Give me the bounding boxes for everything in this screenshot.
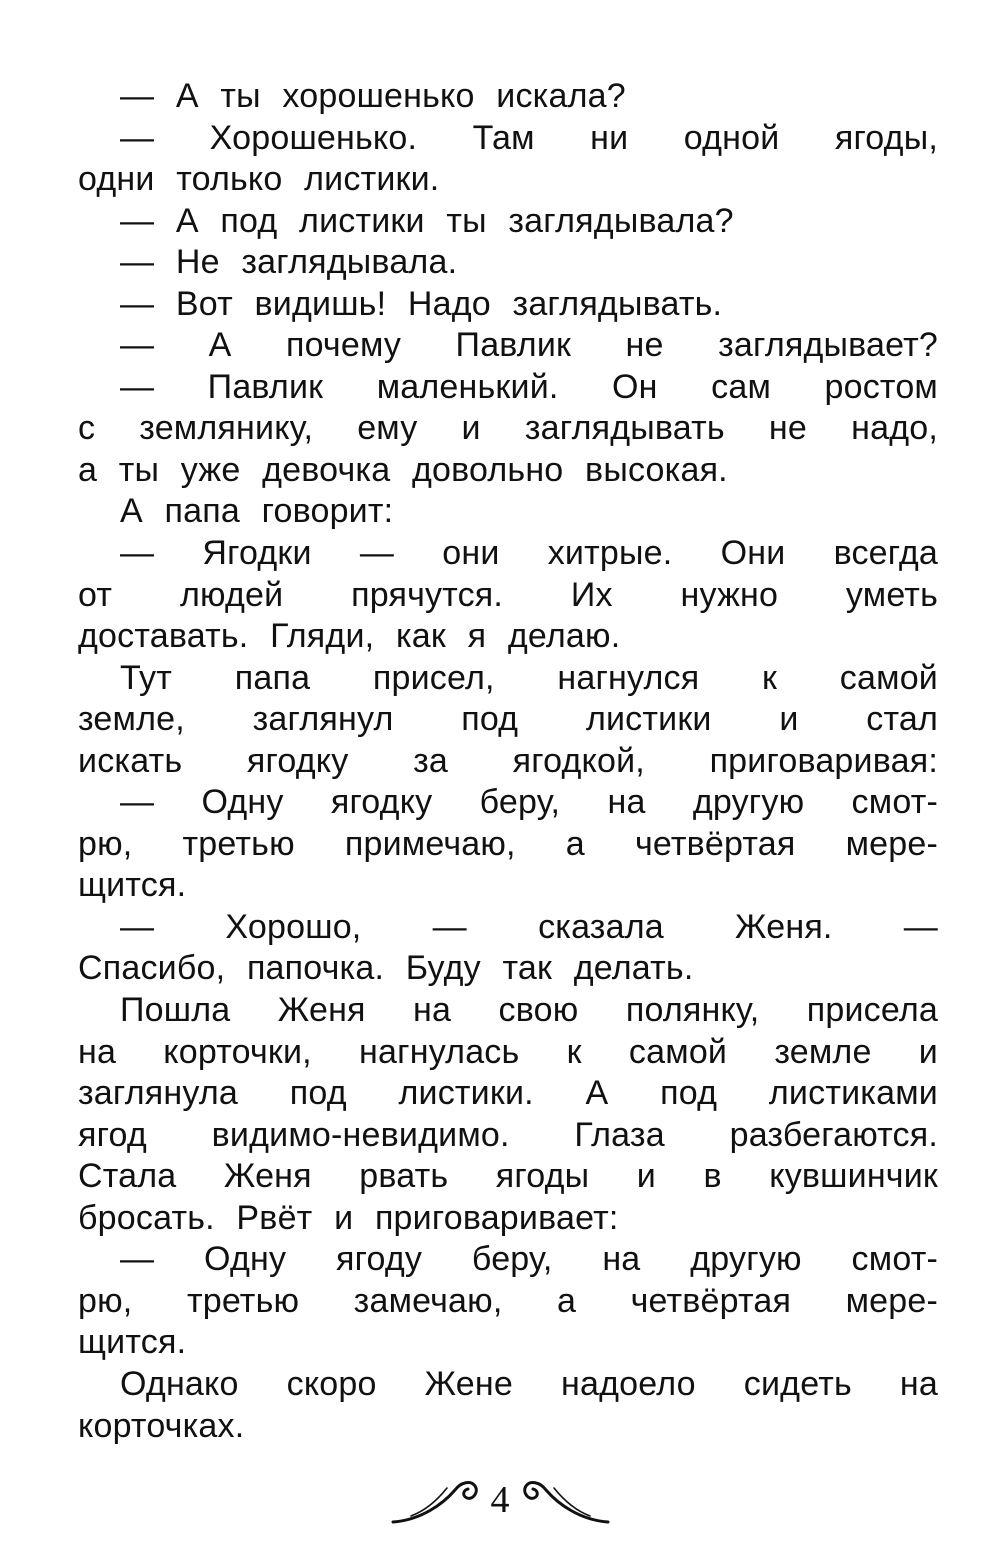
text-line: — А почему Павлик не заглядывает? [120,326,938,365]
text-line: — Хорошо, — сказала Женя. — [120,907,938,946]
text-line: земле, заглянул под листики и стал [78,700,938,739]
text-line: — Не заглядывала. [120,243,458,282]
text-line: рю, третью замечаю, а четвёртая мере- [78,1281,938,1320]
text-line: — Ягодки — они хитрые. Они всегда [120,534,938,573]
text-line: А папа говорит: [120,492,394,531]
text-line: — А под листики ты заглядывала? [120,201,734,240]
text-line: Стала Женя рвать ягоды и в кувшинчик [78,1157,938,1196]
text-line: Однако скоро Жене надоело сидеть на [120,1364,938,1403]
text-line: на корточки, нагнулась к самой земле и [78,1032,938,1071]
text-line: искать ягодку за ягодкой, приговаривая: [78,741,938,780]
text-line: рю, третью примечаю, а четвёртая мере- [78,824,938,863]
text-line: Спасибо, папочка. Буду так делать. [78,949,694,988]
text-line: а ты уже девочка довольно высокая. [78,450,728,489]
text-line: щится. [78,1323,187,1362]
text-line: с землянику, ему и заглядывать не надо, [78,409,938,448]
text-line: — Хорошенько. Там ни одной ягоды, [120,118,938,157]
text-line: бросать. Рвёт и приговаривает: [78,1198,619,1237]
right-flourish-icon [520,1470,610,1530]
text-line: заглянула под листики. А под листиками [78,1074,938,1113]
text-line: корточках. [78,1406,245,1445]
text-line: — Вот видишь! Надо заглядывать. [120,284,723,323]
text-line: Тут папа присел, нагнулся к самой [120,658,938,697]
text-line: от людей прячутся. Их нужно уметь [78,575,938,614]
text-line: — Одну ягодку беру, на другую смот- [120,783,938,822]
left-flourish-icon [391,1470,481,1530]
text-line: ягод видимо-невидимо. Глаза разбегаются. [78,1115,938,1154]
text-line: — Павлик маленький. Он сам ростом [120,367,938,406]
text-line: Пошла Женя на свою полянку, присела [120,991,938,1030]
text-body [78,76,938,1447]
text-line: щится. [78,866,187,905]
text-line: доставать. Гляди, как я делаю. [78,617,621,656]
text-line: — Одну ягоду беру, на другую смот- [120,1240,938,1279]
page-number: 4 [490,1479,510,1521]
text-line: одни только листики. [78,160,440,199]
text-line: — А ты хорошенько искала? [120,77,626,115]
page-footer [0,1455,1000,1545]
